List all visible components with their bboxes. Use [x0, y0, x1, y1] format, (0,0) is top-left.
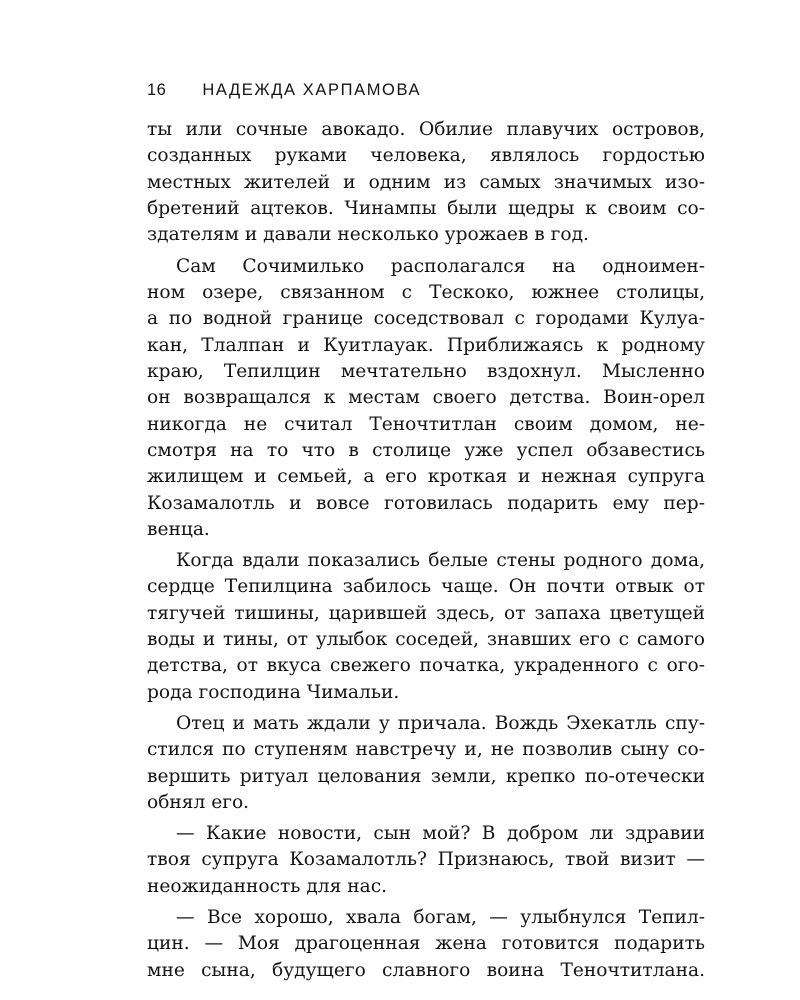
text-line: венца.: [147, 518, 210, 540]
text-line: кан, Тлалпан и Куитлауак. Приближаясь к родному: [147, 334, 705, 356]
page-number: 16: [147, 80, 167, 99]
text-line: местных жителей и одним из самых значимых изо-: [147, 171, 705, 193]
text-line: созданных руками человека, являлось гордостью: [147, 145, 705, 167]
text-line: а по водной границе соседствовал с городами Кулуа-: [147, 308, 705, 330]
text-line: жилищем и семьей, а его кроткая и нежная супруга: [147, 466, 705, 488]
text-line: Когда вдали показались белые стены родного дома,: [176, 550, 705, 572]
paragraph: [147, 548, 705, 706]
text-line: мне сына, будущего славного воина Теночтитлана.: [147, 959, 705, 981]
text-line: Сам Сочимилько располагался на одноимен-: [176, 255, 705, 277]
text-line: — Все хорошо, хвала богам, — улыбнулся Тепил-: [176, 906, 705, 928]
paragraph: [147, 905, 705, 984]
text-line: краю, Тепилцин мечтательно вздохнул. Мысленно: [147, 360, 705, 382]
text-line: воды и тины, от улыбок соседей, знавших его с самого: [147, 629, 705, 651]
text-line: твоя супруга Козамалотль? Признаюсь, твой визит —: [147, 849, 705, 871]
paragraph: [147, 117, 705, 249]
text-line: ты или сочные авокадо. Обилие плавучих островов,: [147, 119, 705, 140]
body-text: [147, 117, 705, 984]
text-line: никогда не считал Теночтитлан своим домом, не-: [147, 413, 705, 435]
text-line: стился по ступеням навстречу и, не позволив сыну со-: [147, 739, 705, 761]
text-line: цин. — Моя драгоценная жена готовится подарить: [147, 933, 705, 955]
text-line: Отец и мать ждали у причала. Вождь Эхекатль спу-: [176, 712, 705, 734]
book-author: НАДЕЖДА ХАРПАМОВА: [202, 80, 422, 99]
text-line: здателям и давали несколько урожаев в год.: [147, 224, 589, 246]
text-line: тягучей тишины, царившей здесь, от запаха цветущей: [147, 602, 705, 624]
text-line: ном озере, связанном с Тескоко, южнее столицы,: [147, 281, 705, 303]
text-line: детства, от вкуса свежего початка, украденного с ого-: [147, 655, 705, 677]
text-line: сердце Тепилцина забилось чаще. Он почти отвык от: [147, 576, 705, 598]
paragraph: [147, 821, 705, 900]
text-line: смотря на то что в столице уже успел обзавестись: [147, 439, 705, 461]
text-line: неожиданность для нас.: [147, 875, 388, 897]
text-line: бретений ацтеков. Чинампы были щедры к своим со-: [147, 198, 705, 220]
text-line: обнял его.: [147, 791, 250, 813]
paragraph: [147, 254, 705, 544]
text-line: — Какие новости, сын мой? В добром ли здравии: [176, 823, 705, 845]
paragraph: [147, 711, 705, 816]
text-line: Козамалотль и вовсе готовилась подарить ему пер-: [147, 492, 705, 514]
running-head: [147, 77, 707, 103]
text-line: вершить ритуал целования земли, крепко по-отечески: [147, 765, 705, 787]
text-line: рода господина Чимальи.: [147, 681, 400, 703]
text-line: он возвращался к местам своего детства. Воин-орел: [147, 387, 705, 409]
